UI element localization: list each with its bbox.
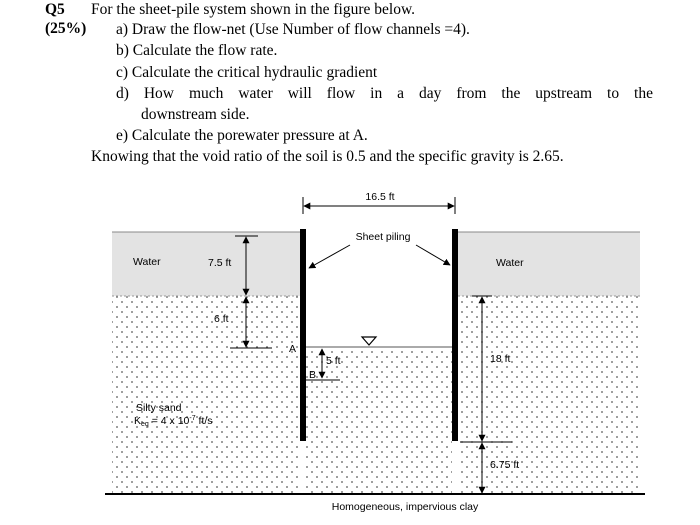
dim-7-5-label: 7.5 ft <box>208 257 232 269</box>
sheet-piling-label: Sheet piling <box>355 231 411 243</box>
question-part-c: c) Calculate the critical hydraulic gradient <box>116 64 378 81</box>
dim-6-label: 6 ft <box>214 313 229 325</box>
water-level-symbol <box>362 337 376 345</box>
impervious-base-label: Homogeneous, impervious clay <box>331 501 479 513</box>
downstream-water <box>458 232 640 296</box>
question-part-d-continued: downstream side. <box>141 106 250 123</box>
question-part-b: b) Calculate the flow rate. <box>116 42 278 59</box>
soil-left <box>112 296 300 494</box>
point-b-label: B <box>309 369 317 381</box>
keq-symbol: K <box>134 415 142 427</box>
question-part-e: e) Calculate the porewater pressure at A. <box>116 127 368 144</box>
dim-6-75-label: 6.75 ft <box>490 459 520 471</box>
question-number: Q5 <box>45 1 65 18</box>
question-closing: Knowing that the void ratio of the soil is 0.5 and the specific gravity is 2.65. <box>91 148 564 165</box>
keq-exponent: -7 <box>189 415 196 422</box>
sheet-piling-pointer-left <box>309 245 350 268</box>
sheet-pile-left <box>300 229 306 441</box>
water-right-label: Water <box>496 257 524 269</box>
dim-5-label: 5 ft <box>326 355 341 367</box>
keq-unit: ft/s <box>195 415 213 427</box>
question-intro: For the sheet-pile system shown in the figure below. <box>91 1 416 18</box>
sheet-piling-pointer-right <box>416 245 450 265</box>
question-part-a: a) Draw the flow-net (Use Number of flow channels =4). <box>116 21 470 38</box>
dim-18-label: 18 ft <box>490 353 511 365</box>
soil-right <box>458 296 640 494</box>
soil-middle <box>306 348 452 494</box>
question-weight: (25%) <box>45 20 87 37</box>
question-part-d: d) How much water will flow in a day from the upstream to the <box>116 85 653 102</box>
keq-value: = 4 x 10 <box>148 415 190 427</box>
sheet-pile-right <box>452 229 458 441</box>
point-a-label: A <box>289 343 297 355</box>
water-left-label: Water <box>133 256 161 268</box>
width-label: 16.5 ft <box>365 191 395 203</box>
soil-label: Silty sand <box>136 402 182 414</box>
keq-subscript: eq <box>141 421 149 428</box>
